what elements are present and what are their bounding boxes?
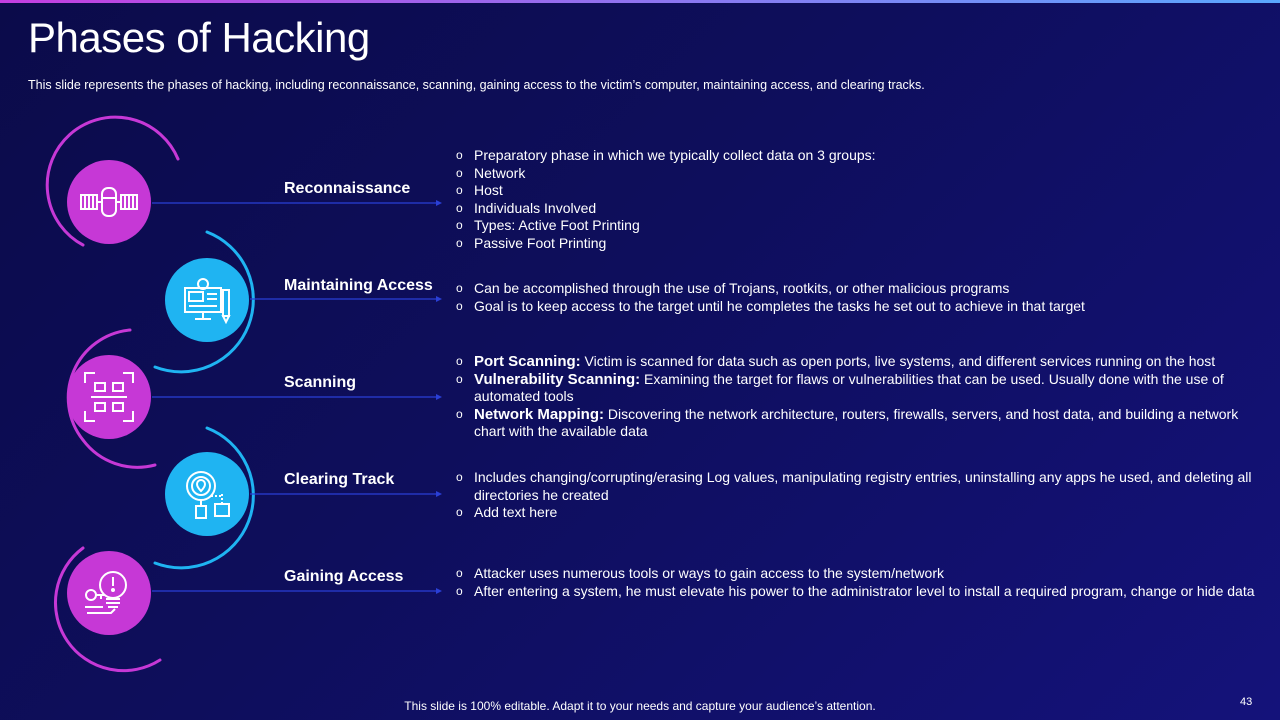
list-item: o Add text here xyxy=(456,504,1256,522)
phase-label-scanning: Scanning xyxy=(284,374,357,391)
list-item: o Host xyxy=(456,182,1256,200)
bullets-reconnaissance xyxy=(456,147,1256,253)
page-subtitle: This slide represents the phases of hacking, including reconnaissance, scanning, gaining access to the victim’s computer, maintaining access, and clearing tracks. xyxy=(28,78,925,92)
footer-note: This slide is 100% editable. Adapt it to your needs and capture your audience’s attention. xyxy=(404,699,876,713)
list-item: o Vulnerability Scanning: Examining the target for flaws or vulnerabilities that can be used. Usually done with the use of automated tools xyxy=(456,371,1256,406)
computer-gear-icon xyxy=(165,258,249,342)
list-item: o Individuals Involved xyxy=(456,200,1256,218)
bullets-maintaining-access xyxy=(456,280,1256,315)
list-item: o Types: Active Foot Printing xyxy=(456,217,1256,235)
bullets-gaining-access xyxy=(456,565,1256,600)
bullets-clearing-track xyxy=(456,469,1256,522)
magnifier-location-icon xyxy=(165,452,249,536)
list-item: o Preparatory phase in which we typically collect data on 3 groups: xyxy=(456,147,1256,165)
bulb-key-icon xyxy=(67,551,151,635)
list-item: o After entering a system, he must elevate his power to the administrator level to install a required program, change or hide data xyxy=(456,583,1256,601)
phase-label-gaining-access: Gaining Access xyxy=(284,568,404,585)
satellite-icon xyxy=(67,160,151,244)
page-title: Phases of Hacking xyxy=(28,14,370,61)
phase-label-reconnaissance: Reconnaissance xyxy=(284,180,411,197)
list-item: o Attacker uses numerous tools or ways to gain access to the system/network xyxy=(456,565,1256,583)
list-item: o Network Mapping: Discovering the network architecture, routers, firewalls, servers, and host data, and building a network chart with the available data xyxy=(456,406,1256,441)
list-item: o Includes changing/corrupting/erasing Log values, manipulating registry entries, uninstalling any apps he used, and deleting all directories he created xyxy=(456,469,1256,504)
list-item: o Goal is to keep access to the target until he completes the tasks he set out to achieve in that target xyxy=(456,298,1256,316)
scan-frame-icon xyxy=(67,355,151,439)
bullets-scanning xyxy=(456,353,1256,441)
page-number: 43 xyxy=(1240,696,1253,708)
list-item: o Network xyxy=(456,165,1256,183)
phase-label-maintaining-access: Maintaining Access xyxy=(284,277,433,294)
list-item: o Passive Foot Printing xyxy=(456,235,1256,253)
list-item: o Can be accomplished through the use of Trojans, rootkits, or other malicious programs xyxy=(456,280,1256,298)
phase-label-clearing-track: Clearing Track xyxy=(284,471,395,488)
list-item: o Port Scanning: Victim is scanned for data such as open ports, live systems, and different services running on the host xyxy=(456,353,1256,371)
arc-scanning-bottom xyxy=(83,440,155,467)
